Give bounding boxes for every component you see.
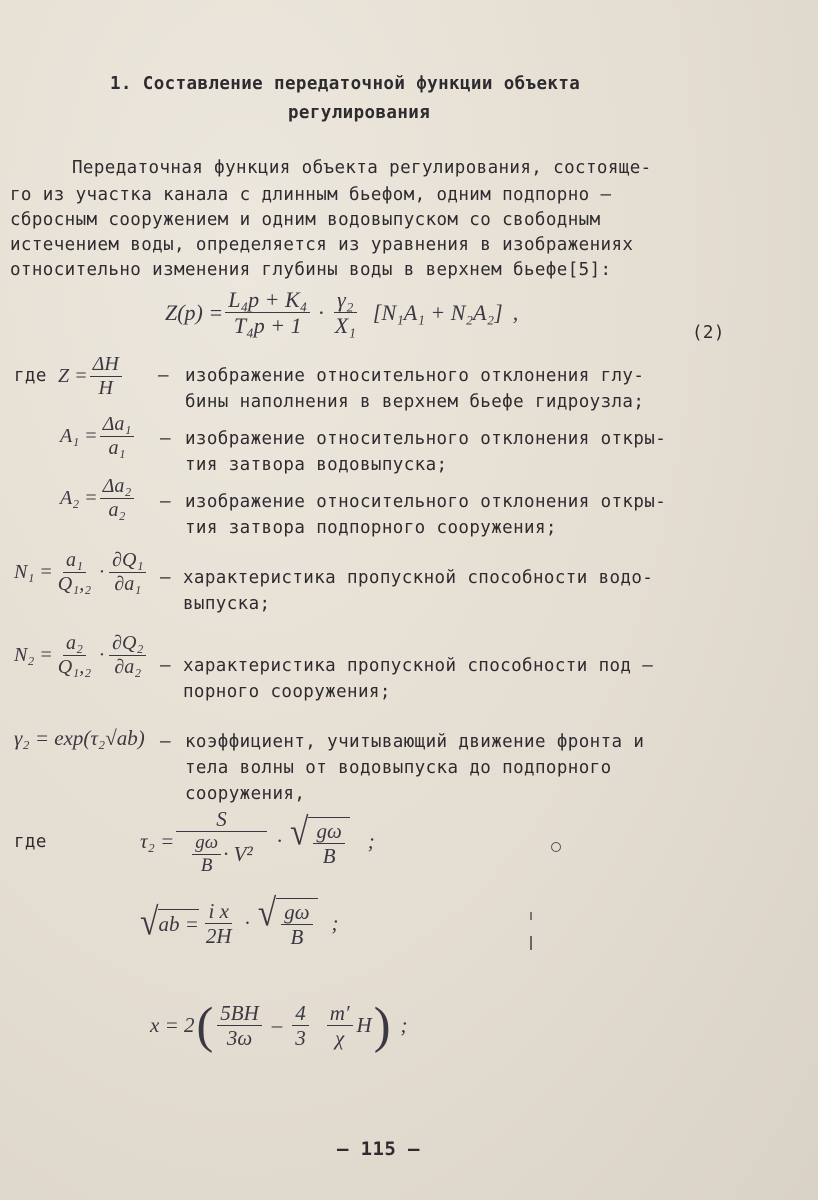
tau-formula: τ₂ = S $\frac{g\omega}{B}$ · V² · √ $\frac{g\omega}{B}$ ; bbox=[140, 807, 375, 876]
def-gamma-text2: тела волны от водовыпуска до подпорного bbox=[185, 758, 612, 778]
sqab-end: ; bbox=[331, 910, 339, 935]
tau-den-frac bbox=[192, 833, 221, 876]
x-frac3 bbox=[327, 1002, 353, 1049]
eq-lhs: Z(p) = bbox=[165, 299, 224, 325]
eq-frac2 bbox=[332, 288, 359, 337]
def-a2-lhs: A₂ = bbox=[60, 487, 98, 509]
x-end: ; bbox=[400, 1012, 408, 1037]
section-title-line1: 1. Составление передаточной функции объекта bbox=[110, 74, 581, 94]
def-z-den: H bbox=[98, 377, 113, 399]
def-where: где bbox=[14, 366, 47, 386]
def-n1-text2: выпуска; bbox=[183, 594, 271, 614]
sqab-lhs: ab = bbox=[158, 909, 198, 937]
intro-line-4: истечением воды, определяется из уравнения в изображениях bbox=[10, 235, 634, 255]
page-number: – 115 – bbox=[337, 1138, 420, 1160]
def-n2-den2: ∂a₂ bbox=[114, 656, 142, 678]
tau-sqrt-num: gω bbox=[313, 820, 344, 844]
def-a1-dash: – bbox=[160, 429, 171, 449]
x-f3-num: m′ bbox=[327, 1002, 353, 1026]
def-n1-formula: N₁ = $\frac{\text{a₁}}{\text{Q₁,₂}}$ · $\frac{\text{∂Q₁}}{\text{∂a₁}}$ bbox=[14, 550, 148, 595]
def-z-frac bbox=[90, 354, 122, 399]
x-frac2 bbox=[292, 1002, 309, 1049]
eq-comma: , bbox=[512, 299, 519, 325]
def-a2-text1: изображение относительного отклонения откры- bbox=[185, 492, 667, 512]
intro-line-3: сбросным сооружением и одним водовыпуском со свободным bbox=[10, 210, 601, 230]
def-a2-dash: – bbox=[160, 492, 171, 512]
tau-frac bbox=[176, 808, 267, 876]
def-n2-lhs: N₂ = bbox=[14, 644, 53, 666]
def-n2-text1: характеристика пропускной способности под – bbox=[183, 656, 654, 676]
def-a2-num: Δa₂ bbox=[100, 476, 135, 499]
tau-den-num: gω bbox=[192, 833, 221, 855]
x-formula: x = 2 ( $\frac{5BH}{3\omega}$ – $\frac{4}{3}$ $\frac{m'}{\chi}$ H ) ; bbox=[150, 997, 408, 1053]
def-a2-den: a₂ bbox=[108, 499, 126, 521]
section-title-line2: регулирования bbox=[288, 103, 431, 123]
def-n1-dash: – bbox=[160, 568, 171, 588]
def-gamma-formula: γ₂ = exp(τ₂√ab) bbox=[14, 726, 145, 750]
x-tail: H bbox=[356, 1012, 372, 1037]
tau-sqrt-frac bbox=[313, 820, 344, 867]
def-n1-frac1 bbox=[55, 550, 94, 595]
def-n1-num1: a₁ bbox=[63, 550, 86, 573]
def-z-num: ΔH bbox=[90, 354, 122, 377]
def-n1-text1: характеристика пропускной способности водо- bbox=[183, 568, 654, 588]
def-z-text2: бины наполнения в верхнем бьефе гидроузла; bbox=[185, 392, 645, 412]
tau-den-den: B bbox=[200, 854, 213, 876]
sqab-root: √ bbox=[140, 901, 159, 944]
def-gamma-text1: коэффициент, учитывающий движение фронта и bbox=[185, 732, 645, 752]
eq-frac2-den: X₁ bbox=[334, 313, 356, 339]
margin-tick-mark-2 bbox=[530, 936, 532, 950]
def-z-text1: изображение относительного отклонения глу- bbox=[185, 366, 645, 386]
eq-frac1 bbox=[225, 288, 310, 337]
eq-dot: · bbox=[318, 299, 324, 325]
def-n2-dash: – bbox=[160, 656, 171, 676]
def-n1-num2: ∂Q₁ bbox=[109, 550, 146, 573]
margin-circle-mark bbox=[551, 842, 561, 852]
sqab-sqrt-frac bbox=[281, 901, 312, 948]
x-frac1 bbox=[217, 1002, 262, 1049]
eq-frac1-num: L₄p + K₄ bbox=[225, 288, 310, 313]
def-a2-frac bbox=[100, 476, 135, 521]
def-a2-formula bbox=[60, 476, 136, 521]
sqab-frac bbox=[203, 900, 235, 947]
sqab-sqrt-num: gω bbox=[281, 901, 312, 925]
sqab-den: 2H bbox=[205, 923, 232, 948]
tau-den bbox=[187, 832, 255, 876]
eq-frac1-den: T₄p + 1 bbox=[233, 313, 302, 339]
eq-frac2-num: γ₂ bbox=[334, 288, 356, 313]
def-a1-frac bbox=[100, 414, 135, 459]
def-n2-text2: порного сооружения; bbox=[183, 682, 391, 702]
def-a1-text2: тия затвора водовыпуска; bbox=[185, 455, 448, 475]
def-a1-text1: изображение относительного отклонения откры- bbox=[185, 429, 667, 449]
def-a2-text2: тия затвора подпорного сооружения; bbox=[185, 518, 557, 538]
equation-2 bbox=[165, 288, 518, 337]
sqab-formula: √ ab = $\frac{\text{i x}}{2H}$ · √ $\frac{g\omega}{B}$ ; bbox=[140, 891, 339, 950]
tau-num: S bbox=[176, 808, 267, 832]
def-a1-num: Δa₁ bbox=[100, 414, 135, 437]
intro-line-2: го из участка канала с длинным бьефом, одним подпорно – bbox=[10, 185, 612, 205]
x-minus: – bbox=[271, 1012, 283, 1037]
def-gamma-dash: – bbox=[160, 732, 171, 752]
tau-sqrt-den: B bbox=[322, 843, 336, 868]
x-f2-den: 3 bbox=[295, 1025, 306, 1050]
tau-lhs: τ₂ = bbox=[140, 829, 175, 854]
margin-tick-mark bbox=[530, 912, 532, 920]
x-f3-den: χ bbox=[335, 1025, 345, 1050]
formulas-where: где bbox=[14, 832, 47, 852]
x-f1-den: 3ω bbox=[226, 1025, 253, 1050]
def-z-lhs: Z = bbox=[58, 365, 88, 387]
def-n2-frac2 bbox=[109, 633, 146, 678]
def-z-dash: – bbox=[158, 366, 169, 386]
def-z-formula bbox=[58, 354, 124, 399]
equation-number: (2) bbox=[692, 323, 725, 343]
def-n1-den2: ∂a₁ bbox=[114, 573, 142, 595]
tau-den-tail: · V² bbox=[223, 842, 253, 867]
tau-sqrt: √ $\frac{g\omega}{B}$ bbox=[290, 817, 350, 867]
def-n1-frac2 bbox=[109, 550, 146, 595]
def-a1-den: a₁ bbox=[108, 437, 126, 459]
def-gamma-text3: сооружения, bbox=[185, 784, 306, 804]
eq-bracket: [N₁A₁ + N₂A₂] bbox=[372, 299, 503, 325]
def-n2-num2: ∂Q₂ bbox=[109, 633, 146, 656]
def-n2-formula: N₂ = $\frac{\text{a₂}}{\text{Q₁,₂}}$ · $\frac{\text{∂Q₂}}{\text{∂a₂}}$ bbox=[14, 633, 148, 678]
def-n1-lhs: N₁ = bbox=[14, 561, 53, 583]
def-n2-den1: Q₁,₂ bbox=[57, 656, 92, 678]
tau-end: ; bbox=[367, 829, 375, 854]
intro-line-1: Передаточная функция объекта регулирования, состояще- bbox=[72, 158, 652, 178]
sqab-sqrt-den: B bbox=[290, 925, 304, 950]
def-n2-num1: a₂ bbox=[63, 633, 86, 656]
sqab-sqrt: √ $\frac{g\omega}{B}$ bbox=[258, 898, 318, 948]
def-a1-formula bbox=[60, 414, 136, 459]
x-f2-num: 4 bbox=[292, 1002, 309, 1026]
x-lhs: x = 2 bbox=[150, 1012, 195, 1037]
def-n2-frac1 bbox=[55, 633, 94, 678]
def-n1-den1: Q₁,₂ bbox=[57, 573, 92, 595]
x-f1-num: 5BH bbox=[217, 1002, 262, 1026]
def-a1-lhs: A₁ = bbox=[60, 425, 98, 447]
sqab-num: i x bbox=[205, 900, 231, 924]
intro-line-5: относительно изменения глубины воды в верхнем бьефе[5]: bbox=[10, 260, 612, 280]
